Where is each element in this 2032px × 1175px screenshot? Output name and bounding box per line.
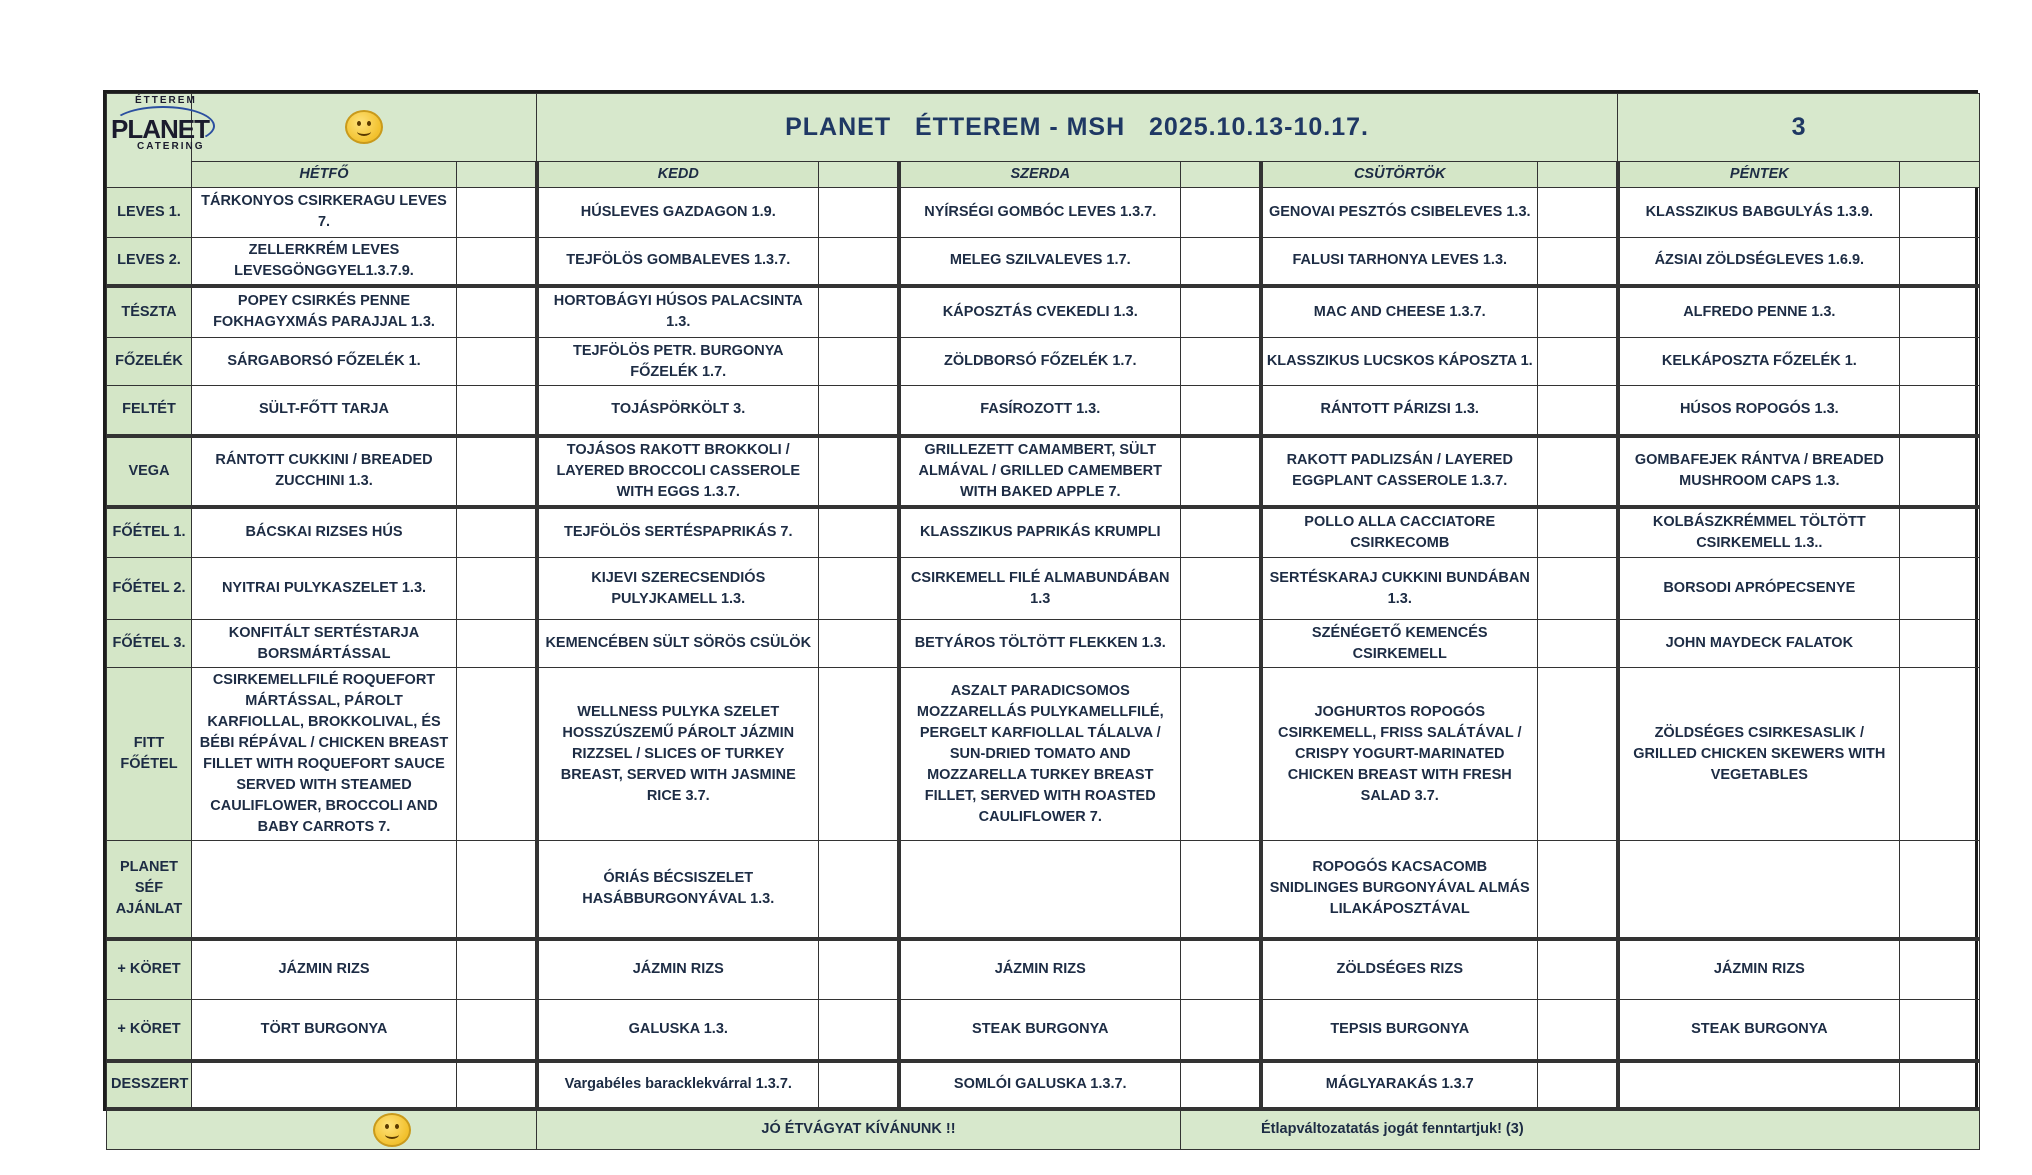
menu-item: JÁZMIN RIZS bbox=[537, 939, 819, 1000]
menu-item: GALUSKA 1.3. bbox=[537, 1000, 819, 1061]
notes-cell bbox=[819, 187, 899, 237]
notes-cell bbox=[457, 841, 537, 939]
menu-table bbox=[106, 93, 1980, 1150]
notes-cell bbox=[1538, 187, 1618, 237]
menu-item: SERTÉSKARAJ CUKKINI BUNDÁBAN 1.3. bbox=[1261, 558, 1538, 620]
menu-row bbox=[107, 620, 1980, 668]
menu-item: WELLNESS PULYKA SZELET HOSSZÚSZEMŰ PÁROLT JÁZMIN RIZZSEL / SLICES OF TURKEY BREAST, SERVED WITH JASMINE RICE 3.7. bbox=[537, 668, 819, 841]
menu-item: RAKOTT PADLIZSÁN / LAYERED EGGPLANT CASSEROLE 1.3.7. bbox=[1261, 436, 1538, 507]
logo-bottom-text: CATERING bbox=[137, 141, 205, 152]
notes-cell bbox=[1538, 338, 1618, 386]
menu-item: RÁNTOTT CUKKINI / BREADED ZUCCHINI 1.3. bbox=[192, 436, 457, 507]
notes-cell bbox=[819, 1061, 899, 1109]
row-label: LEVES 1. bbox=[107, 187, 192, 237]
day-header-spacer bbox=[457, 161, 537, 187]
menu-item: POLLO ALLA CACCIATORE CSIRKECOMB bbox=[1261, 507, 1538, 558]
notes-cell bbox=[819, 237, 899, 286]
row-label: FŐÉTEL 1. bbox=[107, 507, 192, 558]
notes-cell bbox=[1538, 668, 1618, 841]
menu-item: ÓRIÁS BÉCSISZELET HASÁBBURGONYÁVAL 1.3. bbox=[537, 841, 819, 939]
row-label: PLANET SÉF AJÁNLAT bbox=[107, 841, 192, 939]
footer-smiley-cell bbox=[107, 1109, 537, 1150]
notes-cell bbox=[1538, 286, 1618, 338]
corner-cell bbox=[107, 161, 192, 187]
week-number: 3 bbox=[1791, 113, 1806, 142]
menu-item: TÖRT BURGONYA bbox=[192, 1000, 457, 1061]
menu-item: ZÖLDBORSÓ FŐZELÉK 1.7. bbox=[899, 338, 1181, 386]
notes-cell bbox=[819, 1000, 899, 1061]
row-label: FELTÉT bbox=[107, 386, 192, 436]
menu-row bbox=[107, 286, 1980, 338]
notes-cell bbox=[1900, 939, 1980, 1000]
menu-item: GOMBAFEJEK RÁNTVA / BREADED MUSHROOM CAPS 1.3. bbox=[1618, 436, 1900, 507]
notes-cell bbox=[819, 338, 899, 386]
notes-cell bbox=[457, 1000, 537, 1061]
menu-item: ZÖLDSÉGES RIZS bbox=[1261, 939, 1538, 1000]
menu-item: TOJÁSPÖRKÖLT 3. bbox=[537, 386, 819, 436]
footer-left: JÓ ÉTVÁGYAT KÍVÁNUNK !! bbox=[537, 1109, 1181, 1150]
notes-cell bbox=[457, 436, 537, 507]
menu-item: ZELLERKRÉM LEVES LEVESGÖNGGYEL1.3.7.9. bbox=[192, 237, 457, 286]
notes-cell bbox=[819, 620, 899, 668]
menu-item: MELEG SZILVALEVES 1.7. bbox=[899, 237, 1181, 286]
title-smiley-cell bbox=[192, 94, 537, 162]
notes-cell bbox=[819, 386, 899, 436]
logo-top-text: ÉTTEREM bbox=[135, 95, 197, 106]
menu-item: SÜLT-FŐTT TARJA bbox=[192, 386, 457, 436]
notes-cell bbox=[1181, 386, 1261, 436]
menu-row bbox=[107, 237, 1980, 286]
row-label: FŐÉTEL 3. bbox=[107, 620, 192, 668]
notes-cell bbox=[1181, 668, 1261, 841]
notes-cell bbox=[1900, 237, 1980, 286]
notes-cell bbox=[1181, 237, 1261, 286]
menu-item: HORTOBÁGYI HÚSOS PALACSINTA 1.3. bbox=[537, 286, 819, 338]
notes-cell bbox=[457, 939, 537, 1000]
row-label: + KÖRET bbox=[107, 1000, 192, 1061]
notes-cell bbox=[457, 187, 537, 237]
notes-cell bbox=[1181, 939, 1261, 1000]
planet-catering-logo bbox=[107, 94, 217, 154]
menu-row bbox=[107, 338, 1980, 386]
menu-item: JÁZMIN RIZS bbox=[1618, 939, 1900, 1000]
menu-item: SÁRGABORSÓ FŐZELÉK 1. bbox=[192, 338, 457, 386]
notes-cell bbox=[1900, 668, 1980, 841]
day-header: SZERDA bbox=[899, 161, 1181, 187]
notes-cell bbox=[457, 1061, 537, 1109]
menu-row bbox=[107, 558, 1980, 620]
notes-cell bbox=[457, 386, 537, 436]
notes-cell bbox=[457, 237, 537, 286]
menu-row bbox=[107, 436, 1980, 507]
menu-item: FALUSI TARHONYA LEVES 1.3. bbox=[1261, 237, 1538, 286]
notes-cell bbox=[1900, 286, 1980, 338]
menu-row bbox=[107, 939, 1980, 1000]
notes-cell bbox=[1538, 1000, 1618, 1061]
row-label: + KÖRET bbox=[107, 939, 192, 1000]
menu-item: SZÉNÉGETŐ KEMENCÉS CSIRKEMELL bbox=[1261, 620, 1538, 668]
menu-item: ZÖLDSÉGES CSIRKESASLIK / GRILLED CHICKEN SKEWERS WITH VEGETABLES bbox=[1618, 668, 1900, 841]
menu-item: KLASSZIKUS PAPRIKÁS KRUMPLI bbox=[899, 507, 1181, 558]
menu-item: KLASSZIKUS BABGULYÁS 1.3.9. bbox=[1618, 187, 1900, 237]
day-header-spacer bbox=[1181, 161, 1261, 187]
notes-cell bbox=[1181, 338, 1261, 386]
notes-cell bbox=[1900, 841, 1980, 939]
menu-item: TEPSIS BURGONYA bbox=[1261, 1000, 1538, 1061]
menu-row bbox=[107, 386, 1980, 436]
weekly-menu bbox=[103, 90, 1978, 1138]
notes-cell bbox=[1900, 386, 1980, 436]
notes-cell bbox=[1900, 338, 1980, 386]
notes-cell bbox=[819, 939, 899, 1000]
menu-item: POPEY CSIRKÉS PENNE FOKHAGYXMÁS PARAJJAL 1.3. bbox=[192, 286, 457, 338]
menu-item: KONFITÁLT SERTÉSTARJA BORSMÁRTÁSSAL bbox=[192, 620, 457, 668]
menu-item: JÁZMIN RIZS bbox=[899, 939, 1181, 1000]
menu-item: Vargabéles baracklekvárral 1.3.7. bbox=[537, 1061, 819, 1109]
menu-row bbox=[107, 841, 1980, 939]
menu-item: HÚSLEVES GAZDAGON 1.9. bbox=[537, 187, 819, 237]
menu-item: BÁCSKAI RIZSES HÚS bbox=[192, 507, 457, 558]
row-label: LEVES 2. bbox=[107, 237, 192, 286]
notes-cell bbox=[457, 286, 537, 338]
notes-cell bbox=[457, 558, 537, 620]
menu-item bbox=[899, 841, 1181, 939]
notes-cell bbox=[1181, 1061, 1261, 1109]
notes-cell bbox=[1900, 1000, 1980, 1061]
menu-item bbox=[1618, 1061, 1900, 1109]
notes-cell bbox=[457, 620, 537, 668]
row-label: FŐZELÉK bbox=[107, 338, 192, 386]
menu-item: KELKÁPOSZTA FŐZELÉK 1. bbox=[1618, 338, 1900, 386]
row-label: FŐÉTEL 2. bbox=[107, 558, 192, 620]
notes-cell bbox=[457, 668, 537, 841]
row-label: VEGA bbox=[107, 436, 192, 507]
notes-cell bbox=[819, 507, 899, 558]
notes-cell bbox=[1181, 507, 1261, 558]
notes-cell bbox=[1900, 558, 1980, 620]
smiley-icon bbox=[373, 1113, 411, 1147]
menu-item: ROPOGÓS KACSACOMB SNIDLINGES BURGONYÁVAL ALMÁS LILAKÁPOSZTÁVAL bbox=[1261, 841, 1538, 939]
menu-row bbox=[107, 1000, 1980, 1061]
logo-text: PLANET bbox=[111, 114, 209, 144]
menu-item: GRILLEZETT CAMAMBERT, SÜLT ALMÁVAL / GRILLED CAMEMBERT WITH BAKED APPLE 7. bbox=[899, 436, 1181, 507]
notes-cell bbox=[1181, 1000, 1261, 1061]
menu-item: BORSODI APRÓPECSENYE bbox=[1618, 558, 1900, 620]
menu-row bbox=[107, 187, 1980, 237]
menu-item: STEAK BURGONYA bbox=[1618, 1000, 1900, 1061]
menu-item: NYÍRSÉGI GOMBÓC LEVES 1.3.7. bbox=[899, 187, 1181, 237]
day-header: KEDD bbox=[537, 161, 819, 187]
day-header: HÉTFŐ bbox=[192, 161, 457, 187]
menu-item: STEAK BURGONYA bbox=[899, 1000, 1181, 1061]
menu-item: HÚSOS ROPOGÓS 1.3. bbox=[1618, 386, 1900, 436]
page-title: PLANET ÉTTEREM - MSH 2025.10.13-10.17. bbox=[785, 113, 1369, 142]
row-label: TÉSZTA bbox=[107, 286, 192, 338]
title-cell bbox=[537, 94, 1618, 162]
notes-cell bbox=[1900, 620, 1980, 668]
row-label: DESSZERT bbox=[107, 1061, 192, 1109]
notes-cell bbox=[1538, 620, 1618, 668]
menu-item: BETYÁROS TÖLTÖTT FLEKKEN 1.3. bbox=[899, 620, 1181, 668]
notes-cell bbox=[819, 286, 899, 338]
menu-item: CSIRKEMELLFILÉ ROQUEFORT MÁRTÁSSAL, PÁROLT KARFIOLLAL, BROKKOLIVAL, ÉS BÉBI RÉPÁVAL / CHICKEN BREAST FILLET WITH ROQUEFORT SAUCE SERVED WITH STEAMED CAULIFLOWER, BROCCOLI AND BABY CARROTS 7. bbox=[192, 668, 457, 841]
menu-item: JOGHURTOS ROPOGÓS CSIRKEMELL, FRISS SALÁTÁVAL / CRISPY YOGURT-MARINATED CHICKEN BREAST WITH FRESH SALAD 3.7. bbox=[1261, 668, 1538, 841]
notes-cell bbox=[1900, 187, 1980, 237]
menu-item: RÁNTOTT PÁRIZSI 1.3. bbox=[1261, 386, 1538, 436]
day-header-row bbox=[107, 161, 1980, 187]
menu-item: TOJÁSOS RAKOTT BROKKOLI / LAYERED BROCCOLI CASSEROLE WITH EGGS 1.3.7. bbox=[537, 436, 819, 507]
menu-item: JOHN MAYDECK FALATOK bbox=[1618, 620, 1900, 668]
footer-row bbox=[107, 1109, 1980, 1150]
notes-cell bbox=[1538, 1061, 1618, 1109]
notes-cell bbox=[1181, 187, 1261, 237]
day-header-spacer bbox=[1900, 161, 1980, 187]
menu-row bbox=[107, 507, 1980, 558]
menu-item bbox=[1618, 841, 1900, 939]
notes-cell bbox=[1538, 841, 1618, 939]
notes-cell bbox=[1538, 386, 1618, 436]
notes-cell bbox=[1181, 620, 1261, 668]
row-label: FITT FŐÉTEL bbox=[107, 668, 192, 841]
notes-cell bbox=[819, 558, 899, 620]
day-header: CSÜTÖRTÖK bbox=[1261, 161, 1538, 187]
menu-item: JÁZMIN RIZS bbox=[192, 939, 457, 1000]
logo-cell bbox=[107, 94, 209, 162]
notes-cell bbox=[1181, 558, 1261, 620]
menu-item: TEJFÖLÖS PETR. BURGONYA FŐZELÉK 1.7. bbox=[537, 338, 819, 386]
day-header-spacer bbox=[1538, 161, 1618, 187]
notes-cell bbox=[1181, 841, 1261, 939]
week-number-cell bbox=[1618, 94, 1980, 162]
notes-cell bbox=[1538, 939, 1618, 1000]
menu-item: KLASSZIKUS LUCSKOS KÁPOSZTA 1. bbox=[1261, 338, 1538, 386]
notes-cell bbox=[1538, 507, 1618, 558]
notes-cell bbox=[1900, 1061, 1980, 1109]
menu-item: NYITRAI PULYKASZELET 1.3. bbox=[192, 558, 457, 620]
menu-item bbox=[192, 841, 457, 939]
notes-cell bbox=[819, 668, 899, 841]
menu-item: GENOVAI PESZTÓS CSIBELEVES 1.3. bbox=[1261, 187, 1538, 237]
smiley-icon bbox=[345, 110, 383, 144]
notes-cell bbox=[1181, 286, 1261, 338]
notes-cell bbox=[1900, 436, 1980, 507]
menu-row bbox=[107, 668, 1980, 841]
notes-cell bbox=[457, 507, 537, 558]
notes-cell bbox=[1538, 436, 1618, 507]
menu-item: ÁZSIAI ZÖLDSÉGLEVES 1.6.9. bbox=[1618, 237, 1900, 286]
notes-cell bbox=[1181, 436, 1261, 507]
notes-cell bbox=[1900, 507, 1980, 558]
menu-item: TEJFÖLÖS GOMBALEVES 1.3.7. bbox=[537, 237, 819, 286]
day-header: PÉNTEK bbox=[1618, 161, 1900, 187]
menu-item: FASÍROZOTT 1.3. bbox=[899, 386, 1181, 436]
footer-right: Étlapváltozatatás jogát fenntartjuk! (3) bbox=[1181, 1109, 1980, 1150]
notes-cell bbox=[1538, 558, 1618, 620]
menu-item: KEMENCÉBEN SÜLT SÖRÖS CSÜLÖK bbox=[537, 620, 819, 668]
menu-item: CSIRKEMELL FILÉ ALMABUNDÁBAN 1.3 bbox=[899, 558, 1181, 620]
title-row bbox=[107, 94, 1980, 162]
menu-body bbox=[107, 187, 1980, 1109]
menu-item: TEJFÖLÖS SERTÉSPAPRIKÁS 7. bbox=[537, 507, 819, 558]
menu-item: MAC AND CHEESE 1.3.7. bbox=[1261, 286, 1538, 338]
menu-item: ASZALT PARADICSOMOS MOZZARELLÁS PULYKAMELLFILÉ, PERGELT KARFIOLLAL TÁLALVA / SUN-DRIED TOMATO AND MOZZARELLA TURKEY BREAST FILLET, SERVED WITH ROASTED CAULIFLOWER 7. bbox=[899, 668, 1181, 841]
notes-cell bbox=[819, 436, 899, 507]
notes-cell bbox=[457, 338, 537, 386]
notes-cell bbox=[1538, 237, 1618, 286]
menu-item: TÁRKONYOS CSIRKERAGU LEVES 7. bbox=[192, 187, 457, 237]
notes-cell bbox=[819, 841, 899, 939]
menu-item bbox=[192, 1061, 457, 1109]
menu-row bbox=[107, 1061, 1980, 1109]
menu-item: MÁGLYARAKÁS 1.3.7 bbox=[1261, 1061, 1538, 1109]
menu-item: SOMLÓI GALUSKA 1.3.7. bbox=[899, 1061, 1181, 1109]
day-header-spacer bbox=[819, 161, 899, 187]
menu-item: KIJEVI SZERECSENDIÓS PULYJKAMELL 1.3. bbox=[537, 558, 819, 620]
menu-item: KÁPOSZTÁS CVEKEDLI 1.3. bbox=[899, 286, 1181, 338]
menu-item: ALFREDO PENNE 1.3. bbox=[1618, 286, 1900, 338]
menu-item: KOLBÁSZKRÉMMEL TÖLTÖTT CSIRKEMELL 1.3.. bbox=[1618, 507, 1900, 558]
